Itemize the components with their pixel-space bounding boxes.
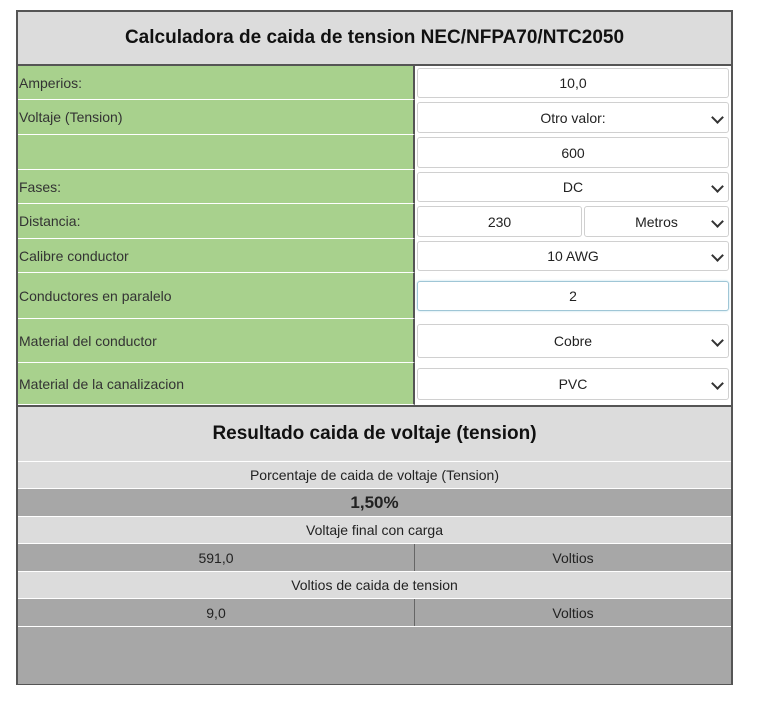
voltaje-select-value: Otro valor:: [540, 109, 606, 126]
final-voltage-label: Voltaje final con carga: [18, 516, 731, 543]
results-title: Resultado caida de voltaje (tension): [18, 407, 731, 461]
canalizacion-label: Material de la canalizacion: [18, 363, 415, 405]
chevron-down-icon: [711, 334, 724, 347]
percent-value: 1,50%: [18, 488, 731, 516]
voltaje-custom-label: [18, 135, 415, 170]
chevron-down-icon: [711, 249, 724, 262]
voltage-drop-value: 9,0: [18, 599, 415, 626]
paralelo-input[interactable]: 2: [417, 281, 729, 311]
row-voltaje: [18, 100, 731, 135]
voltaje-custom-input[interactable]: 600: [417, 137, 729, 168]
voltage-drop-unit: Voltios: [552, 604, 594, 621]
distancia-label: Distancia:: [18, 204, 415, 239]
voltaje-label: Voltaje (Tension): [18, 100, 415, 135]
calibre-select-value: 10 AWG: [547, 248, 599, 264]
chevron-down-icon: [711, 377, 724, 390]
voltage-drop-row: [18, 598, 731, 626]
final-voltage-row: [18, 543, 731, 571]
calibre-label: Calibre conductor: [18, 239, 415, 273]
canalizacion-select[interactable]: [417, 368, 729, 400]
amperios-input[interactable]: 10,0: [417, 68, 729, 98]
material-select-value: Cobre: [553, 333, 593, 349]
final-voltage-unit: Voltios: [552, 549, 594, 566]
distancia-unit-value: Metros: [635, 213, 678, 230]
final-voltage-value: 591,0: [18, 544, 415, 571]
calculator-title: Calculadora de caida de tension NEC/NFPA70/NTC2050: [18, 12, 731, 66]
canalizacion-select-value: PVC: [558, 376, 588, 392]
row-paralelo: [18, 273, 731, 319]
distancia-input[interactable]: 230: [417, 206, 582, 237]
results-footer: [18, 626, 731, 684]
fases-select[interactable]: [417, 172, 729, 202]
row-calibre: [18, 239, 731, 273]
voltaje-select[interactable]: [417, 102, 729, 133]
chevron-down-icon: [711, 111, 724, 124]
voltage-drop-calculator: [16, 10, 733, 685]
chevron-down-icon: [711, 180, 724, 193]
material-label: Material del conductor: [18, 319, 415, 363]
row-voltaje-custom: [18, 135, 731, 170]
chevron-down-icon: [711, 215, 724, 228]
row-canalizacion: [18, 363, 731, 405]
row-distancia: [18, 204, 731, 239]
paralelo-label: Conductores en paralelo: [18, 273, 415, 319]
distancia-unit-select[interactable]: [584, 206, 729, 237]
row-amperios: [18, 66, 731, 100]
amperios-label: Amperios:: [18, 66, 415, 100]
fases-label: Fases:: [18, 170, 415, 204]
percent-label: Porcentaje de caida de voltaje (Tension): [18, 461, 731, 488]
voltage-drop-label: Voltios de caida de tension: [18, 571, 731, 598]
fases-select-value: DC: [562, 179, 584, 195]
calibre-select[interactable]: [417, 241, 729, 271]
material-select[interactable]: [417, 324, 729, 358]
row-material: [18, 319, 731, 363]
row-fases: [18, 170, 731, 204]
